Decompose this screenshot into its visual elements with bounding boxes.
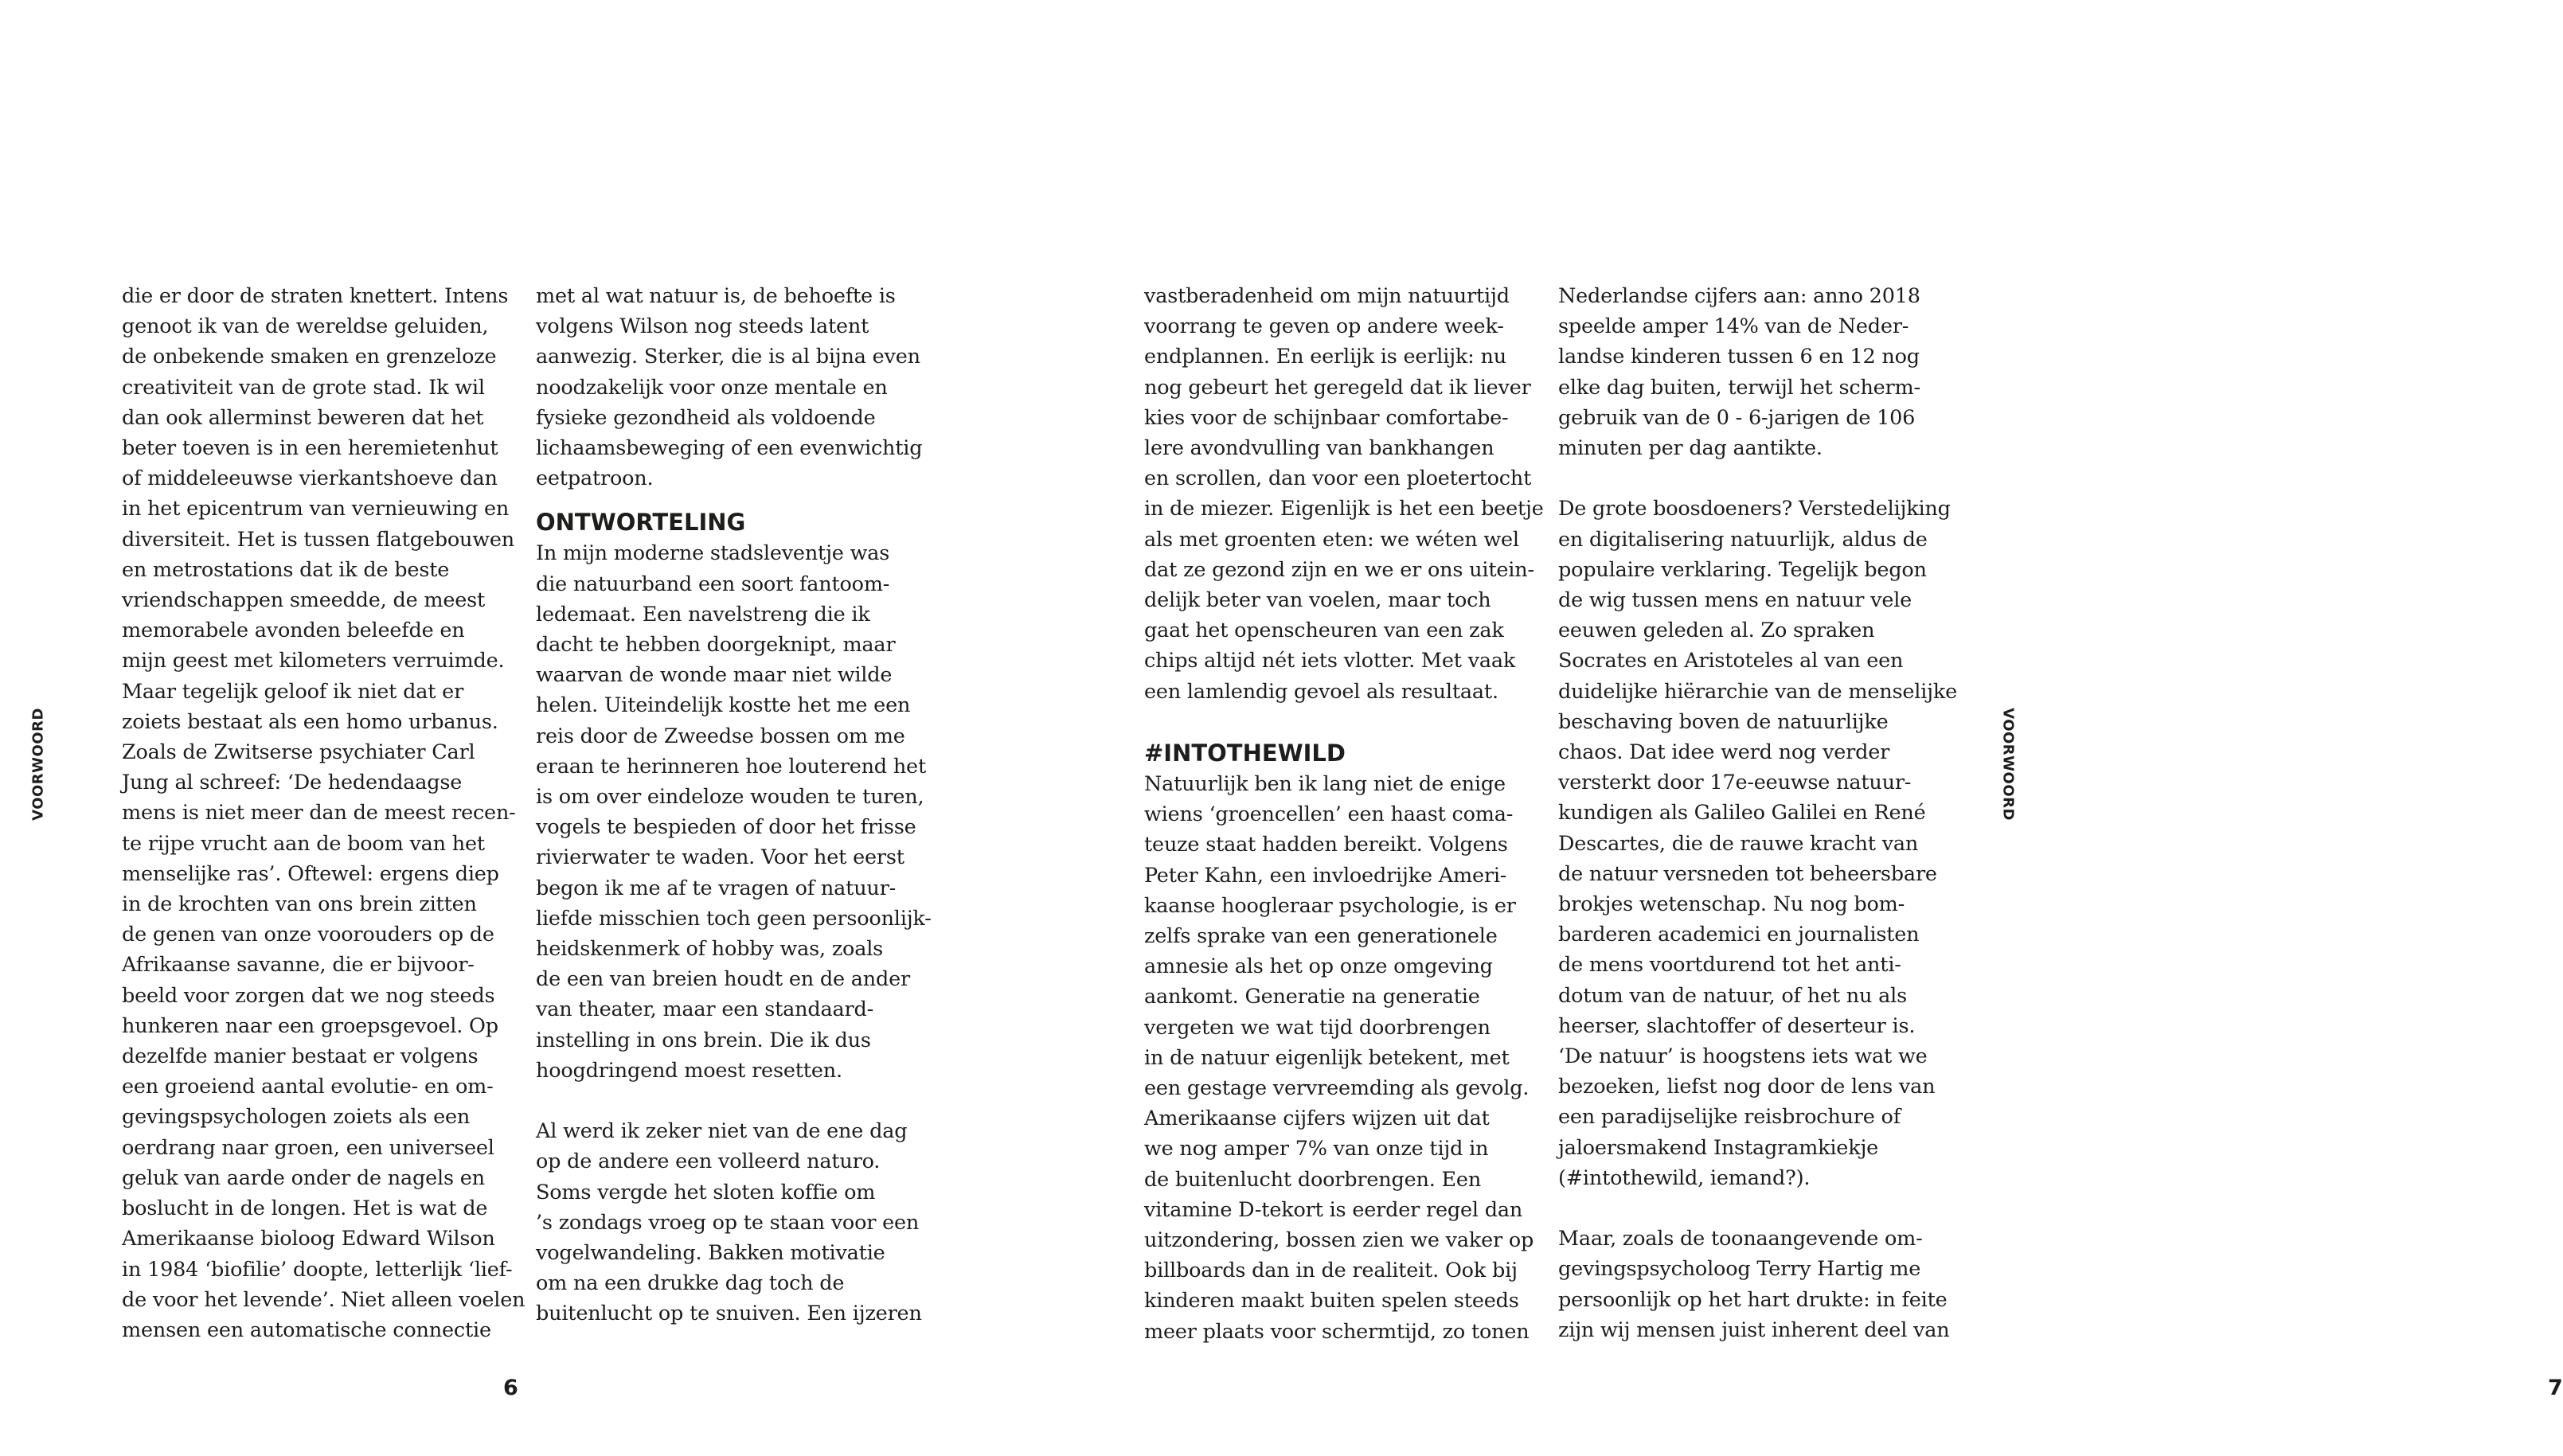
text-line: te rijpe vrucht aan de boom van het [122, 831, 485, 856]
text-line: kundigen als Galileo Galilei en René [1558, 801, 1926, 826]
text-line: beschaving boven de natuurlijke [1558, 709, 1889, 734]
page-left [0, 0, 1019, 1456]
text-line: de voor het levende’. Niet alleen voelen [122, 1287, 525, 1312]
text-line: en metrostations dat ik de beste [122, 557, 450, 582]
text-line: dezelfde manier bestaat er volgens [122, 1044, 479, 1069]
text-column-3 [1144, 281, 1544, 1347]
text-line: kies voor de schijnbaar comfortabe- [1144, 405, 1509, 430]
text-line: in de natuur eigenlijk betekent, met [1144, 1045, 1510, 1070]
text-line: bezoeken, liefst nog door de lens van [1558, 1075, 1936, 1099]
text-line: minuten per dag aantikte. [1558, 436, 1823, 461]
text-line: Natuurlijk ben ik lang niet de enige [1144, 772, 1506, 797]
text-line: kinderen maakt buiten spelen steeds [1144, 1289, 1519, 1314]
page-number: 7 [2548, 1376, 2563, 1400]
text-line: duidelijke hiërarchie van de menselijke [1558, 679, 1957, 704]
text-line: elke dag buiten, terwijl het scherm- [1558, 375, 1920, 400]
text-line: de een van breien houdt en de ander [536, 967, 910, 992]
text-line: een gestage vervreemding als gevolg. [1144, 1076, 1530, 1101]
text-column-2 [536, 281, 932, 1329]
text-line: genoot ik van de wereldse geluiden, [122, 314, 489, 339]
text-line: en digitalisering natuurlijk, aldus de [1558, 527, 1928, 552]
text-line: Amerikaanse cijfers wijzen uit dat [1144, 1107, 1490, 1131]
text-line: Descartes, die de rauwe kracht van [1558, 831, 1919, 856]
paragraph [1558, 281, 1940, 463]
text-line: lere avondvulling van bankhangen [1144, 436, 1494, 461]
text-line: heerser, slachtoffer of deserteur is. [1558, 1013, 1916, 1038]
text-line: creativiteit van de grote stad. Ik wil [122, 375, 485, 400]
text-line: mijn geest met kilometers verruimde. [122, 649, 505, 673]
text-line: begon ik me af te vragen of natuur- [536, 876, 897, 900]
text-line: geluk van aarde onder de nagels en [122, 1165, 485, 1190]
text-line: billboards dan in de realiteit. Ook bij [1144, 1259, 1518, 1283]
text-line: op de andere een volleerd naturo. [536, 1150, 881, 1174]
text-line: helen. Uiteindelijk kostte het me een [536, 693, 911, 718]
page-right [1019, 0, 2563, 1456]
text-line: chaos. Dat idee werd nog verder [1558, 740, 1890, 765]
text-line: zoiets bestaat als een homo urbanus. [122, 709, 498, 734]
section-label: VOORWOORD [29, 708, 47, 821]
text-line: barderen academici en journalisten [1558, 923, 1920, 947]
text-line: noodzakelijk voor onze mentale en [536, 375, 888, 400]
paragraph [536, 1116, 922, 1329]
text-line: oerdrang naar groen, een universeel [122, 1135, 494, 1160]
text-line: en scrollen, dan voor een ploetertocht [1144, 466, 1532, 491]
text-line: lichaamsbeweging of een evenwichtig [536, 436, 923, 461]
text-line: die natuurband een soort fantoom- [536, 572, 890, 596]
text-line: de natuur versneden tot beheersbare [1558, 861, 1937, 886]
text-line: is om over eindeloze wouden te turen, [536, 785, 924, 810]
text-line: versterkt door 17e-eeuwse natuur- [1558, 771, 1912, 795]
text-line: vogels te bespieden of door het frisse [536, 815, 916, 840]
text-line: om na een drukke dag toch de [536, 1271, 845, 1296]
text-line: dan ook allerminst beweren dat het [122, 405, 484, 430]
text-line: gebruik van de 0 - 6-jarigen de 106 [1558, 405, 1916, 430]
text-line: persoonlijk op het hart drukte: in feite [1558, 1287, 1948, 1312]
text-line: instelling in ons brein. Die ik dus [536, 1028, 871, 1052]
text-line: een lamlendig gevoel als resultaat. [1144, 679, 1498, 704]
text-line: volgens Wilson nog steeds latent [536, 314, 869, 339]
text-line: hoogdringend moest resetten. [536, 1058, 842, 1083]
text-line: menselijke ras’. Oftewel: ergens diep [122, 861, 499, 886]
text-line: Al werd ik zeker niet van de ene dag [536, 1119, 908, 1144]
text-line: nog gebeurt het geregeld dat ik liever [1144, 375, 1531, 400]
text-line: ledemaat. Een navelstreng die ik [536, 602, 870, 627]
text-line: dat ze gezond zijn en we er ons uitein- [1144, 557, 1534, 582]
text-line: voorrang te geven op andere week- [1144, 314, 1504, 339]
text-line: In mijn moderne stadsleventje was [536, 541, 890, 566]
text-line: fysieke gezondheid als voldoende [536, 405, 876, 430]
text-line: eraan te herinneren hoe louterend het [536, 754, 926, 779]
text-line: (#intothewild, iemand?). [1558, 1165, 1811, 1190]
text-line: een paradijselijke reisbrochure of [1558, 1105, 1901, 1130]
text-line: aankomt. Generatie na generatie [1144, 985, 1480, 1009]
text-line: vitamine D-tekort is eerder regel dan [1144, 1197, 1523, 1222]
text-line: endplannen. En eerlijk is eerlijk: nu [1144, 345, 1506, 369]
text-line: de mens voortdurend tot het anti- [1558, 953, 1901, 978]
text-line: dotum van de natuur, of het nu als [1558, 983, 1907, 1008]
text-line: beter toeven is in een heremietenhut [122, 436, 498, 461]
text-line: Nederlandse cijfers aan: anno 2018 [1558, 284, 1920, 308]
text-line: Maar, zoals de toonaangevende om- [1558, 1227, 1923, 1251]
text-line: in 1984 ‘biofilie’ doopte, letterlijk ‘lief- [122, 1257, 513, 1282]
text-line: aanwezig. Sterker, die is al bijna even [536, 345, 920, 369]
text-line: vastberadenheid om mijn natuurtijd [1144, 284, 1510, 308]
text-line: chips altijd nét iets vlotter. Met vaak [1144, 649, 1516, 673]
section-heading: ONTWORTELING [536, 509, 746, 537]
text-line: jaloersmakend Instagramkiekje [1558, 1135, 1879, 1160]
text-line: in het epicentrum van vernieuwing en [122, 497, 510, 521]
text-line: een groeiend aantal evolutie- en om- [122, 1075, 494, 1099]
text-line: vriendschappen smeedde, de meest [122, 588, 486, 613]
text-line: mens is niet meer dan de meest recen- [122, 801, 516, 826]
text-line: amnesie als het op onze omgeving [1144, 954, 1493, 979]
text-line: boslucht in de longen. Het is wat de [122, 1196, 488, 1221]
text-line: De grote boosdoeners? Verstedelijking [1558, 497, 1951, 521]
text-line: eetpatroon. [536, 466, 654, 491]
text-line: Peter Kahn, een invloedrijke Ameri- [1144, 863, 1507, 888]
text-column-1 [122, 281, 525, 1345]
text-line: teuze staat hadden bereikt. Volgens [1144, 833, 1508, 857]
text-line: zelfs sprake van een generationele [1144, 924, 1498, 949]
text-line: reis door de Zweedse bossen om me [536, 724, 905, 748]
text-line: de buitenlucht doorbrengen. Een [1144, 1167, 1482, 1192]
text-column-4 [1558, 281, 1957, 1345]
text-line: speelde amper 14% van de Neder- [1558, 314, 1909, 339]
paragraph [536, 281, 923, 494]
text-line: gaat het openscheuren van een zak [1144, 619, 1504, 643]
text-line: van theater, maar een standaard- [536, 997, 874, 1022]
text-line: vergeten we wat tijd doorbrengen [1144, 1015, 1491, 1040]
text-line: diversiteit. Het is tussen flatgebouwen [122, 527, 514, 552]
text-line: gevingspsycholoog Terry Hartig me [1558, 1257, 1921, 1282]
text-line: Jung al schreef: ‘De hedendaagse [122, 771, 463, 795]
text-line: buitenlucht op te snuiven. Een ijzeren [536, 1302, 922, 1326]
text-line: als met groenten eten: we wéten wel [1144, 527, 1519, 552]
text-line: waarvan de wonde maar niet wilde [536, 663, 893, 688]
text-line: heidskenmerk of hobby was, zoals [536, 937, 884, 962]
paragraph [1558, 494, 1957, 1193]
text-line: uitzondering, bossen zien we vaker op [1144, 1228, 1534, 1253]
text-line: Maar tegelijk geloof ik niet dat er [122, 679, 464, 704]
paragraph [1558, 1224, 1950, 1345]
paragraph [536, 538, 932, 1086]
text-line: ’s zondags vroeg op te staan voor een [536, 1210, 920, 1235]
text-line: mensen een automatische connectie [122, 1317, 491, 1342]
text-line: hunkeren naar een groepsgevoel. Op [122, 1013, 498, 1038]
text-line: de genen van onze voorouders op de [122, 923, 494, 947]
text-line: we nog amper 7% van onze tijd in [1144, 1137, 1489, 1161]
text-line: meer plaats voor schermtijd, zo tonen [1144, 1319, 1530, 1344]
paragraph [1144, 281, 1544, 707]
text-line: de wig tussen mens en natuur vele [1558, 588, 1912, 613]
text-line: zijn wij mensen juist inherent deel van [1558, 1317, 1950, 1342]
text-line: rivierwater te waden. Voor het eerst [536, 845, 904, 870]
text-line: in de miezer. Eigenlijk is het een beetje [1144, 497, 1544, 521]
text-line: Zoals de Zwitserse psychiater Carl [122, 740, 475, 765]
text-line: of middeleeuwse vierkantshoeve dan [122, 466, 498, 491]
text-line: Amerikaanse bioloog Edward Wilson [122, 1227, 495, 1251]
text-line: Afrikaanse savanne, die er bijvoor- [122, 953, 475, 978]
text-line: ‘De natuur’ is hoogstens iets wat we [1558, 1044, 1928, 1069]
text-line: landse kinderen tussen 6 en 12 nog [1558, 345, 1920, 369]
text-line: memorabele avonden beleefde en [122, 619, 465, 643]
text-line: delijk beter van voelen, maar toch [1144, 588, 1491, 613]
text-line: vogelwandeling. Bakken motivatie [536, 1241, 885, 1266]
text-line: gevingspsychologen zoiets als een [122, 1105, 471, 1130]
text-line: kaanse hoogleraar psychologie, is er [1144, 893, 1516, 918]
text-line: eeuwen geleden al. Zo spraken [1558, 619, 1875, 643]
text-line: liefde misschien toch geen persoonlijk- [536, 906, 932, 931]
text-line: met al wat natuur is, de behoefte is [536, 284, 896, 308]
section-heading: #INTOTHEWILD [1144, 740, 1346, 767]
text-line: dacht te hebben doorgeknipt, maar [536, 633, 896, 658]
text-line: Socrates en Aristoteles al van een [1558, 649, 1904, 673]
page-number: 6 [503, 1376, 518, 1400]
text-line: brokjes wetenschap. Nu nog bom- [1558, 892, 1905, 917]
section-label: VOORWOORD [1999, 708, 2017, 821]
text-line: die er door de straten knettert. Intens [122, 284, 509, 308]
text-line: Soms vergde het sloten koffie om [536, 1180, 876, 1204]
text-line: in de krochten van ons brein zitten [122, 892, 477, 917]
text-line: wiens ‘groencellen’ een haast coma- [1144, 802, 1514, 827]
text-line: beeld voor zorgen dat we nog steeds [122, 983, 495, 1008]
text-line: de onbekende smaken en grenzeloze [122, 345, 497, 369]
text-line: populaire verklaring. Tegelijk begon [1558, 557, 1927, 582]
paragraph [1144, 769, 1534, 1347]
